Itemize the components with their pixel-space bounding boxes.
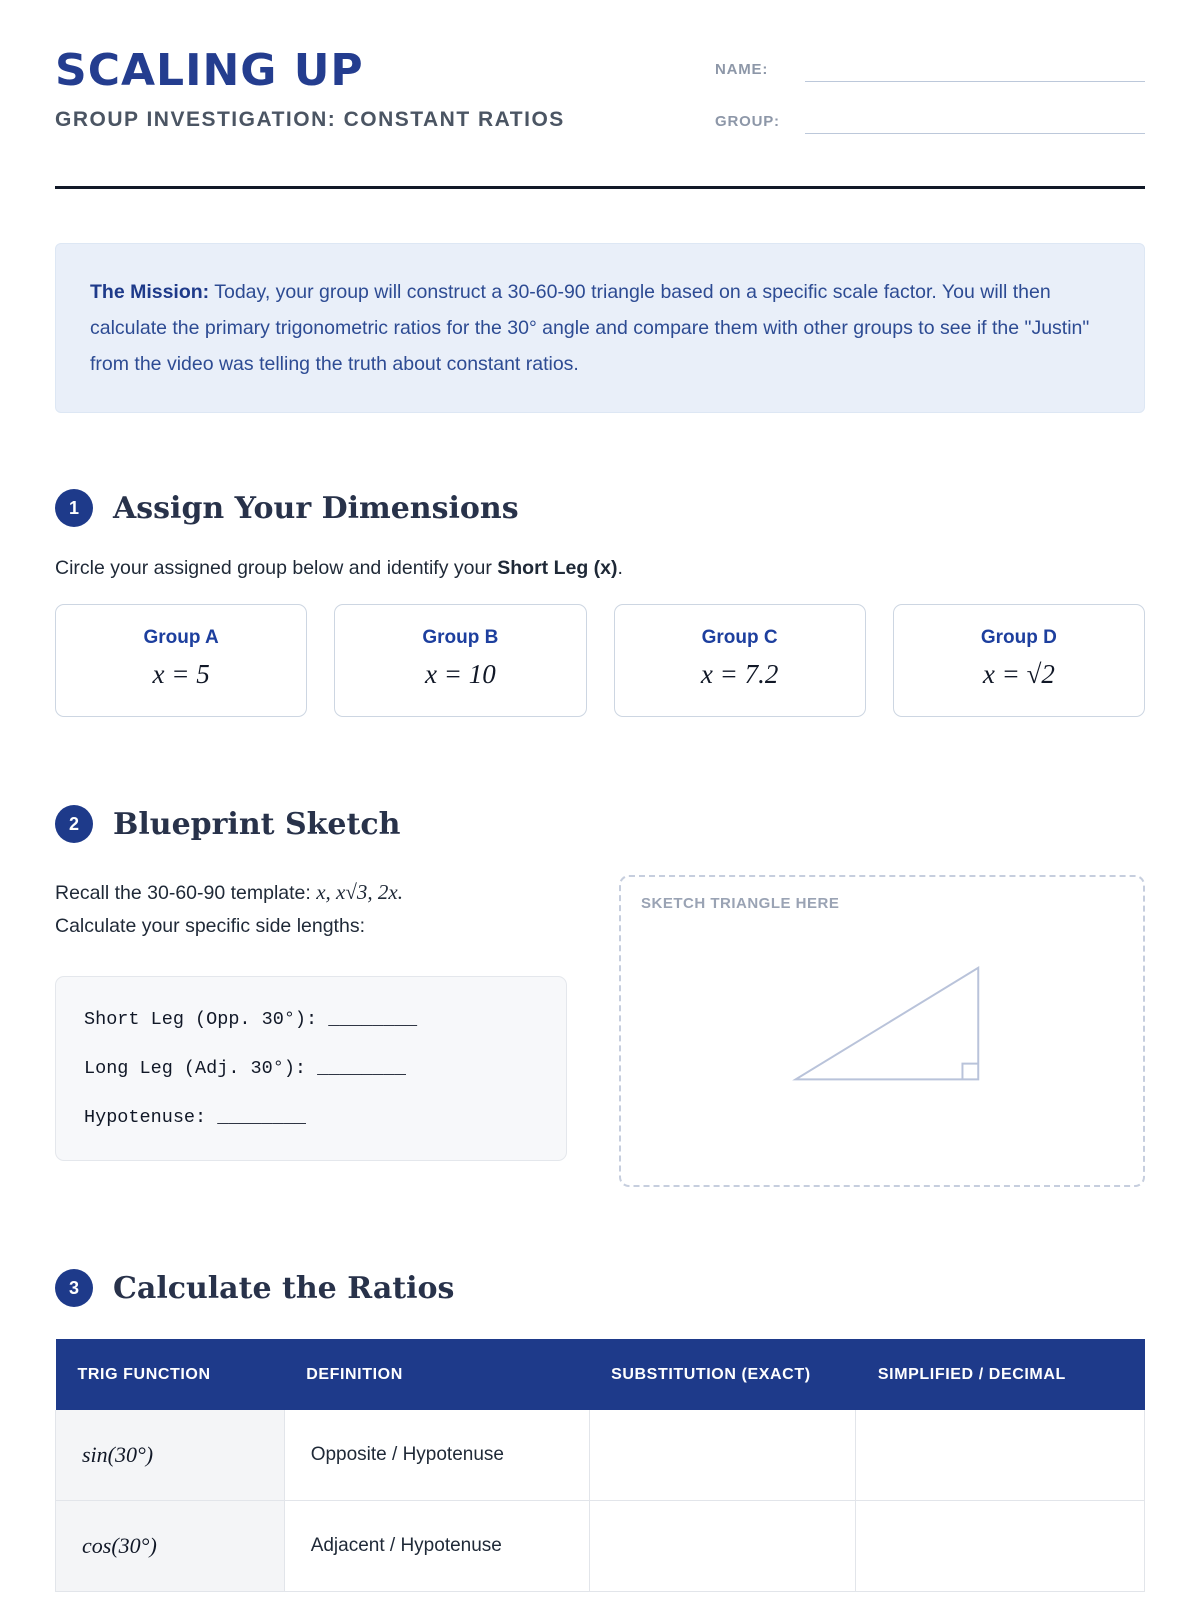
group-card-c[interactable] [614,604,866,717]
section-1-instruction [55,557,1145,580]
mission-label: The Mission: [90,281,210,303]
sin-definition-cell: Opposite / Hypotenuse [284,1410,589,1501]
recall-prefix: Recall the 30-60-90 template: [55,882,317,905]
group-card-d[interactable] [893,604,1145,717]
group-d-value: x = √2 [982,659,1055,690]
group-b-value: x = 10 [425,659,496,690]
cos-simplified-cell[interactable] [856,1501,1145,1592]
group-b-name: Group B [422,627,499,649]
table-row-cos [56,1501,1145,1592]
group-cards [55,604,1145,717]
long-leg-field[interactable]: Long Leg (Adj. 30°): ________ [84,1058,406,1079]
instruction-prefix: Circle your assigned group below and identify your [55,557,498,580]
header [55,45,1145,160]
instruction-suffix: . [617,557,623,580]
instruction-bold: Short Leg (x) [497,557,618,580]
recall-line2: Calculate your specific side lengths: [55,914,365,937]
name-input-line[interactable] [805,56,1145,82]
page-title: SCALING UP [55,45,364,96]
group-label: GROUP: [715,113,780,130]
sketch-area[interactable] [619,875,1145,1187]
group-card-a[interactable] [55,604,307,717]
title-block [55,45,565,132]
page-subtitle: GROUP INVESTIGATION: CONSTANT RATIOS [55,108,565,132]
cos-function-cell: cos(30°) [56,1501,285,1592]
section-2-left-column [55,875,567,1161]
cos-substitution-cell[interactable] [589,1501,856,1592]
group-c-value: x = 7.2 [700,659,779,690]
header-simplified: SIMPLIFIED / DECIMAL [856,1339,1145,1410]
section-2-title: Blueprint Sketch [113,806,401,842]
recall-text [55,875,567,942]
section-2-body [55,875,1145,1187]
header-fields [715,48,1145,160]
side-lengths-box [55,976,567,1161]
table-row-sin [56,1410,1145,1501]
section-1-heading [55,489,1145,527]
sketch-area-label: SKETCH TRIANGLE HERE [641,895,840,913]
header-definition: DEFINITION [284,1339,589,1410]
group-a-name: Group A [143,627,219,649]
hypotenuse-field[interactable]: Hypotenuse: ________ [84,1107,307,1128]
header-trig-function: TRIG FUNCTION [56,1339,285,1410]
section-2-heading [55,805,1145,843]
short-leg-field[interactable]: Short Leg (Opp. 30°): ________ [84,1009,418,1030]
table-header-row [56,1339,1145,1410]
group-input-line[interactable] [805,108,1145,134]
recall-math: x, x√3, 2x. [316,880,403,905]
name-label: NAME: [715,61,769,78]
triangle-sketch [621,877,1143,1185]
header-substitution: SUBSTITUTION (EXACT) [589,1339,856,1410]
section-2-number-badge: 2 [55,805,93,843]
cos-definition-cell: Adjacent / Hypotenuse [284,1501,589,1592]
section-3-title: Calculate the Ratios [113,1270,455,1306]
header-divider [55,186,1145,189]
group-c-name: Group C [701,627,778,649]
group-field-row [715,108,1145,134]
ratios-table [55,1339,1145,1592]
section-3-number-badge: 3 [55,1269,93,1307]
mission-box [55,243,1145,413]
sin-substitution-cell[interactable] [589,1410,856,1501]
name-field-row [715,56,1145,82]
sin-simplified-cell[interactable] [856,1410,1145,1501]
mission-text: Today, your group will construct a 30-60-90 triangle based on a specific scale factor. You will then calculate the primary trigonometric ratios for the 30° angle and compare them with other groups to see if the "Justin" from the video was telling the truth about constant ratios. [90,281,1090,376]
group-d-name: Group D [980,627,1057,649]
group-a-value: x = 5 [152,659,210,690]
section-1-number-badge: 1 [55,489,93,527]
section-3-heading [55,1269,1145,1307]
sin-function-cell: sin(30°) [56,1410,285,1501]
section-3 [55,1269,1145,1592]
section-2 [55,805,1145,1187]
section-1-title: Assign Your Dimensions [113,490,519,526]
group-card-b[interactable] [334,604,586,717]
section-1 [55,489,1145,717]
